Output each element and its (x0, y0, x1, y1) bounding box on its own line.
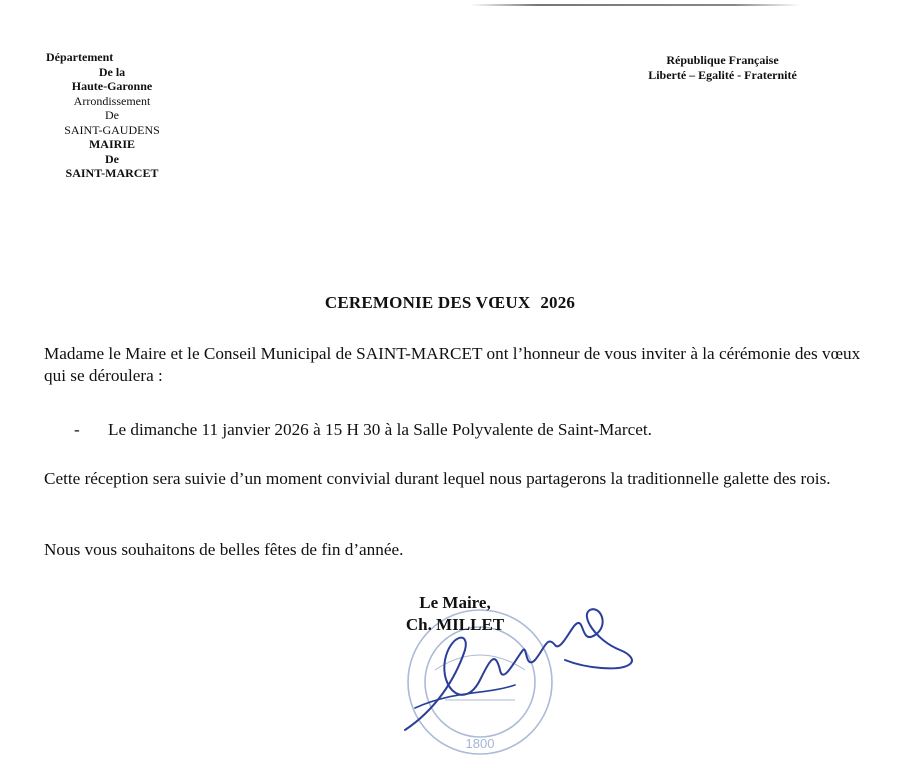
dept-line-2: De la (98, 64, 126, 79)
handwritten-signature (395, 590, 635, 740)
scan-edge-line (470, 4, 800, 6)
republic-title: République Française (666, 53, 779, 67)
bullet-dash: - (74, 420, 80, 439)
department-header (32, 50, 192, 181)
reception-paragraph: Cette réception sera suivie d’un moment convivial durant lequel nous partagerons la traditionnelle galette des rois. (44, 469, 831, 488)
dept-line-7: MAIRIE (88, 137, 135, 151)
document-title (0, 293, 900, 313)
dept-line-6: SAINT-GAUDENS (64, 122, 160, 137)
wishes-paragraph: Nous vous souhaitons de belles fêtes de fin d’année. (44, 540, 404, 559)
title-text: CEREMONIE DES VŒUX (324, 293, 531, 312)
dept-line-4: Arrondissement (73, 93, 151, 108)
dept-line-1: Département (46, 50, 114, 64)
republic-header (610, 53, 835, 83)
dept-line-8: De (105, 151, 119, 166)
republic-motto: Liberté – Egalité - Fraternité (648, 68, 797, 82)
dept-line-9: SAINT-MARCET (65, 166, 159, 180)
signatory-role: Le Maire, (419, 593, 491, 612)
bullet-text: Le dimanche 11 janvier 2026 à 15 H 30 à la Salle Polyvalente de Saint-Marcet. (108, 420, 652, 439)
dept-line-5: De (105, 108, 119, 122)
signatory-name: Ch. MILLET (405, 615, 505, 634)
intro-paragraph: Madame le Maire et le Conseil Municipal de SAINT-MARCET ont l’honneur de vous inviter à la cérémonie des vœux qui se déroulera : (44, 344, 861, 385)
dept-line-3: Haute-Garonne (71, 79, 153, 93)
stamp-year: 1800 (465, 736, 495, 751)
event-bullet (74, 419, 900, 441)
title-year: 2026 (540, 293, 576, 312)
